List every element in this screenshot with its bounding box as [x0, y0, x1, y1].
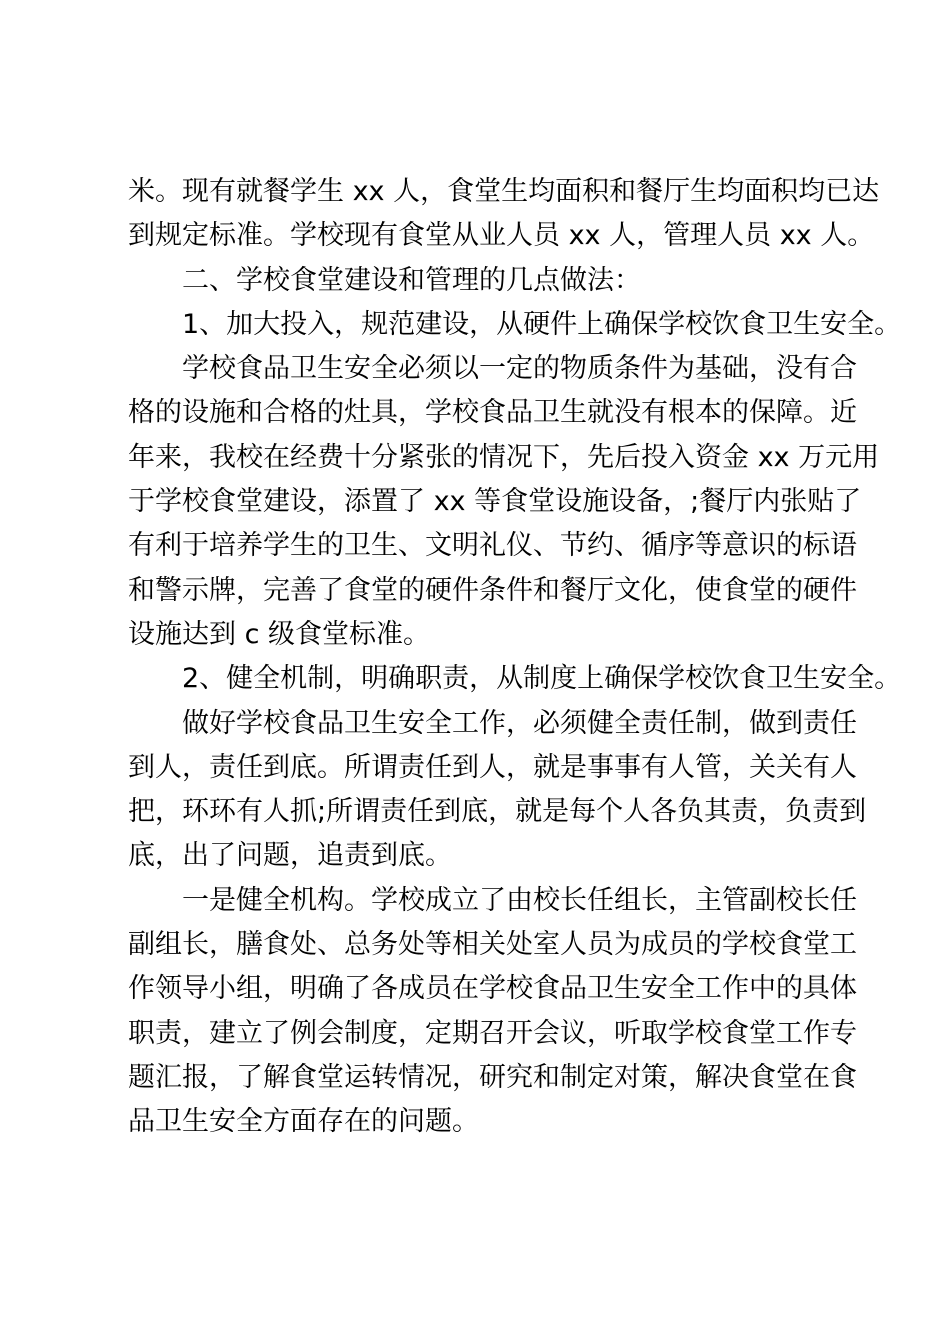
text-line: 到规定标准。学校现有食堂从业人员 xx 人，管理人员 xx 人。 [128, 220, 875, 252]
text-line: 于学校食堂建设，添置了 xx 等食堂设施设备，;餐厅内张贴了 [128, 486, 862, 518]
text-line: 题汇报，了解食堂运转情况，研究和制定对策，解决食堂在食 [128, 1061, 857, 1093]
text-line: 到人，责任到底。所谓责任到人，就是事事有人管，关关有人 [128, 751, 857, 783]
subsection-heading: 2、健全机制，明确职责，从制度上确保学校饮食卫生安全。 [182, 663, 902, 695]
text-line: 把，环环有人抓;所谓责任到底，就是每个人各负其责，负责到 [128, 796, 867, 828]
text-line: 副组长，膳食处、总务处等相关处室人员为成员的学校食堂工 [128, 929, 857, 961]
text-line: 格的设施和合格的灶具，学校食品卫生就没有根本的保障。近 [128, 397, 857, 429]
text-line: 品卫生安全方面存在的问题。 [128, 1106, 479, 1138]
paragraph-start: 一是健全机构。学校成立了由校长任组长，主管副校长任 [182, 884, 857, 916]
paragraph-start: 做好学校食品卫生安全工作，必须健全责任制，做到责任 [182, 707, 857, 739]
text-line: 年来，我校在经费十分紧张的情况下，先后投入资金 xx 万元用 [128, 441, 880, 473]
subsection-heading: 1、加大投入，规范建设，从硬件上确保学校饮食卫生安全。 [182, 308, 902, 340]
text-line: 设施达到 c 级食堂标准。 [128, 618, 431, 650]
text-line: 作领导小组，明确了各成员在学校食品卫生安全工作中的具体 [128, 973, 857, 1005]
text-line: 和警示牌，完善了食堂的硬件条件和餐厅文化，使食堂的硬件 [128, 574, 857, 606]
section-heading: 二、学校食堂建设和管理的几点做法： [182, 264, 641, 296]
text-line: 米。现有就餐学生 xx 人，食堂生均面积和餐厅生均面积均已达 [128, 176, 880, 207]
text-line: 职责，建立了例会制度，定期召开会议，听取学校食堂工作专 [128, 1017, 857, 1049]
text-line: 有利于培养学生的卫生、文明礼仪、节约、循序等意识的标语 [128, 530, 857, 562]
text-line: 底，出了问题，追责到底。 [128, 840, 452, 872]
document-body [128, 170, 902, 1145]
paragraph-start: 学校食品卫生安全必须以一定的物质条件为基础，没有合 [182, 353, 857, 385]
